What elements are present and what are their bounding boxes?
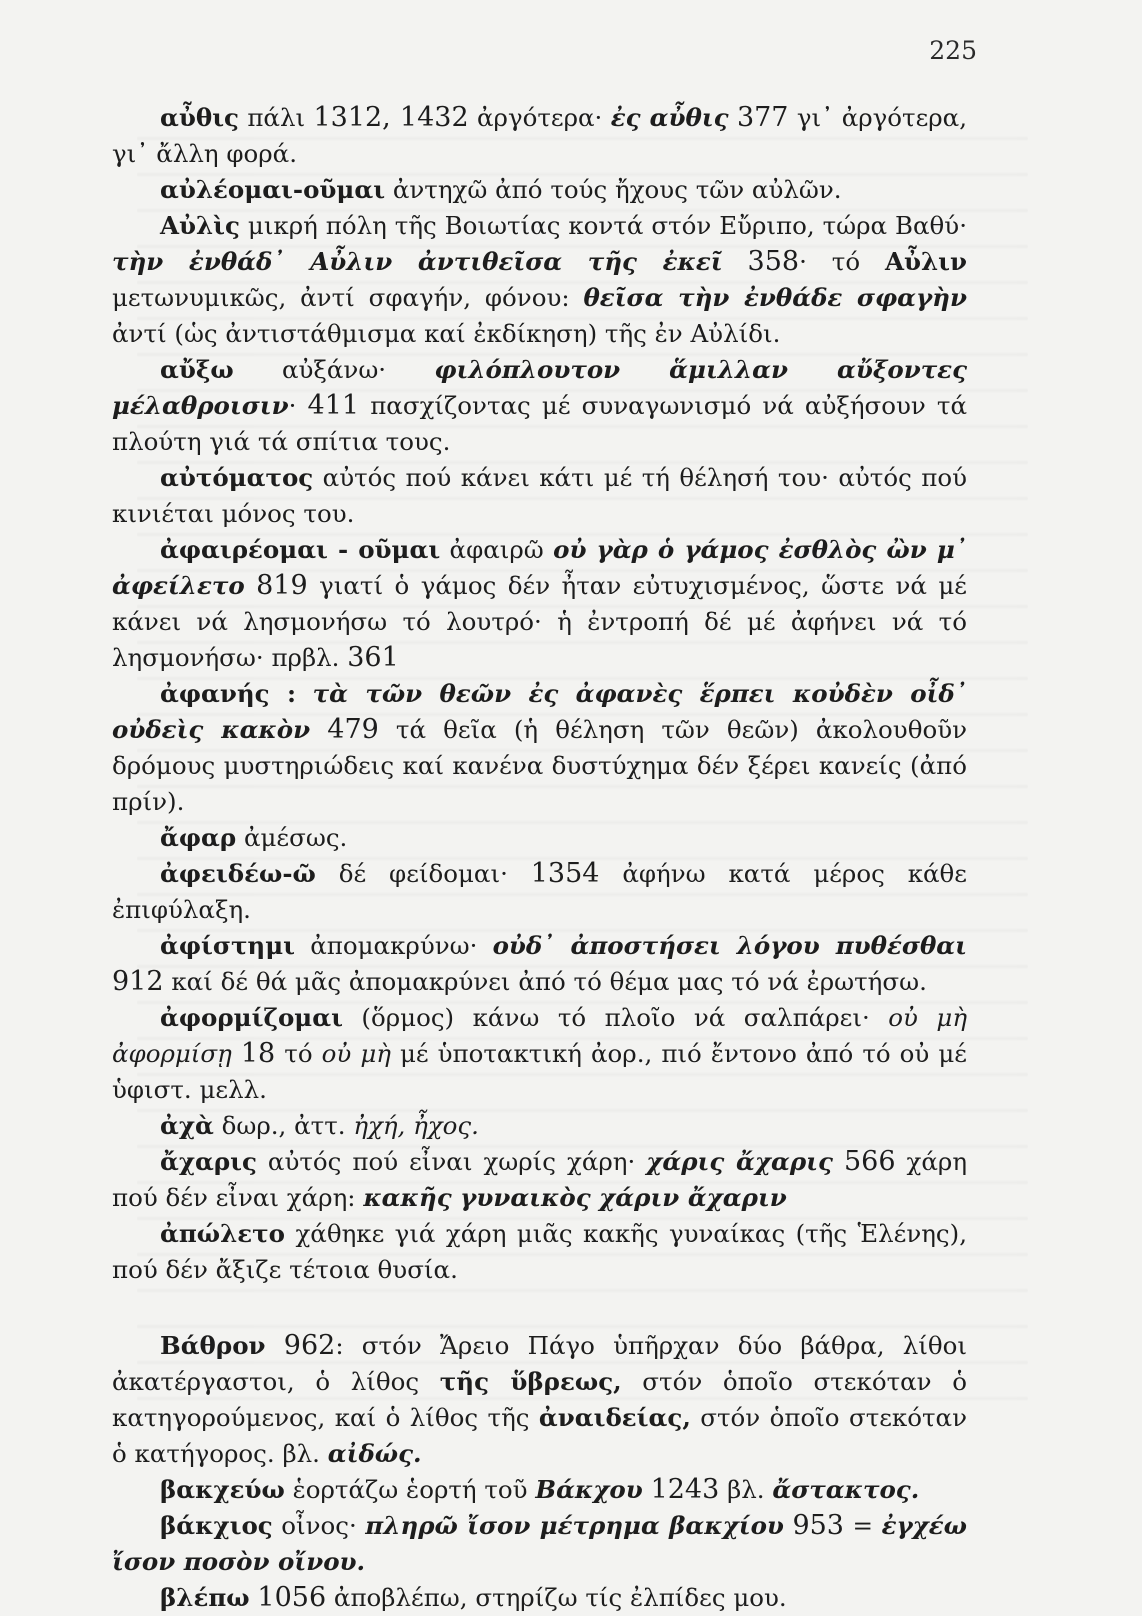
quotation: πληρῶ ἴσον μέτρημα βακχίου [365,1511,784,1540]
quotation: ἐς αὖθις [610,103,729,132]
headword: βλέπω [160,1583,250,1612]
definition-text: ἀντί (ὡς ἀντιστάθμισμα καί ἐκδίκηση) τῆς ἐν Αὐλίδι. [112,319,781,348]
definition-text [296,679,313,708]
entry-aulis [112,208,967,352]
entry-auxo [112,352,967,460]
entry-authis [112,100,967,172]
definition-text: πάλι [238,103,314,132]
line-reference: 819 [256,570,308,601]
headword: τῆς ὕβρεως, [439,1367,622,1396]
headword: ἀπώλετο [160,1219,286,1248]
definition-text: ἀντηχῶ ἀπό τούς ἤχους τῶν αὐλῶν. [385,175,842,204]
entry-automatos [112,460,967,532]
definition-text [723,247,748,276]
headword: ἄφαρ [160,823,237,852]
quotation: κακῆς γυναικὸς χάριν ἄχαριν [363,1183,787,1212]
headword: βάκχιος [160,1511,273,1540]
entry-aphar [112,820,967,856]
headword: αὐλέομαι-οῦμαι [160,175,386,204]
entry-bakchios [112,1508,967,1580]
entry-bakcheuo [112,1472,967,1508]
headword: αὔξω [160,355,234,384]
definition-text: ἀφαιρῶ [440,535,554,564]
quotation: τὴν ἐνθάδ᾿ Αὖλιν ἀντιθεῖσα τῆς ἐκεῖ [112,247,723,276]
quotation: Βάκχου [535,1475,643,1504]
definition-text: μικρή πόλη τῆς Βοιωτίας κοντά στόν Εὔριπο, τώρα Βαθύ· [239,211,967,240]
headword: αὖθις [160,103,239,132]
line-reference: 361 [347,642,399,673]
definition-text [729,103,737,132]
definition-text: : στόν Ἄρειο Πάγο ὑπῆρχαν δύο βάθρα, λίθοι ἀκατέργαστοι, ὁ λίθος [112,1331,967,1396]
line-reference: 377 [736,102,789,133]
quotation: οὐ μὴ [321,1039,391,1068]
definition-text: δωρ., ἀττ. [213,1111,354,1140]
headword: ἀναιδείας, [538,1403,691,1432]
headword: Αὖλιν [884,247,968,276]
quotation: ἄστακτος. [772,1475,920,1504]
headword: ἀφειδέω-ῶ [160,859,316,888]
headword: ἀφανής : [160,679,297,708]
quotation: τὰ τῶν θεῶν ἐς ἀφανὲς ἕρπει κοὐδὲν οἶδ᾿ οὐδεὶς κακὸν [112,679,967,744]
definition-text: αὐτός πού κάνει κάτι μέ τή θέλησή του· αὐτός πού κινιέται μόνος του. [112,463,967,528]
line-reference: 411 [307,390,360,421]
definition-text [245,571,256,600]
headword: ἀφίστημι [160,931,296,960]
quotation: φιλόπλουτον ἅμιλλαν αὔξοντες μέλαθροισιν [112,355,967,420]
entry-bathron [112,1328,967,1472]
entry-apoleto [112,1216,967,1288]
line-reference: 953 [792,1510,844,1541]
definition-text: ἀποβλέπω, στηρίζω τίς ἐλπίδες μου. [326,1583,787,1612]
page-number: 225 [929,36,977,65]
quotation: οὐ γὰρ ὁ γάμος ἐσθλὸς ὢν μ᾿ ἀφείλετο [112,535,968,600]
definition-text: στόν ὁποῖο στεκόταν ὁ κατηγορούμενος, καί ὁ λίθος τῆς [112,1367,967,1432]
quotation: χάρις ἄχαρις [646,1147,833,1176]
headword: ἀφαιρέομαι - οῦμαι [160,535,441,564]
entry-acha [112,1108,967,1144]
definition-text: · [288,391,308,420]
line-reference: 566 [843,1146,896,1177]
definition-text: (ὅρμος) κάνω τό πλοῖο νά σαλπάρει· [342,1003,889,1032]
quotation: αἰδώς. [327,1439,422,1468]
definition-text: γι᾿ ἀργότερα, γι᾿ ἄλλη φορά. [112,103,968,168]
line-reference: 1312, 1432 [313,102,469,133]
entry-aphormizomai [112,1000,967,1108]
line-reference: 358 [747,246,800,277]
entry-blepo [112,1580,967,1616]
entry-aphistemi [112,928,967,1000]
definition-text: τό [275,1039,322,1068]
headword: ἄχαρις [160,1147,257,1176]
quotation: ἐγχέω ἴσον ποσὸν οἴνου. [112,1511,967,1576]
definition-text: = [844,1511,882,1540]
entry-apheideo [112,856,967,928]
entry-aphaireomai [112,532,967,676]
headword: Βάθρον [160,1331,266,1360]
definition-text: δέ φείδομαι· [315,859,531,888]
definition-text [833,1147,844,1176]
headword: ἀχὰ [160,1111,214,1140]
definition-text: μέ ὑποτακτική ἀορ., πιό ἔντονο ἀπό τό οὐ μέ ὑφιστ. μελλ. [112,1039,967,1104]
definition-text: πασχίζοντας μέ συναγωνισμό νά αὐξήσουν τά πλούτη γιά τά σπίτια τους. [112,391,967,456]
line-reference: 1354 [530,858,600,889]
definition-text: στόν ὁποῖο στεκόταν ὁ κατήγορος. βλ. [112,1403,967,1468]
definition-text: βλ. [719,1475,773,1504]
line-reference: 912 [112,966,164,997]
headword: ἀφορμίζομαι [160,1003,343,1032]
quotation: οὐ μὴ ἀφορμίσῃ [112,1003,967,1068]
definition-text: χάθηκε γιά χάρη μιᾶς κακῆς γυναίκας (τῆς Ἑλένης), πού δέν ἄξιζε τέτοια θυσία. [112,1219,967,1284]
definition-text [266,1331,284,1360]
entry-auleomai [112,172,967,208]
line-reference: 962 [283,1330,336,1361]
line-reference: 1243 [650,1474,720,1505]
definition-text: ἀφήνω κατά μέρος κάθε ἐπιφύλαξη. [112,859,967,924]
quotation: θεῖσα τὴν ἐνθάδε σφαγὴν [583,283,967,312]
definition-text: ἀργότερα· [468,103,611,132]
definition-text: χάρη πού δέν εἶναι χάρη: [112,1147,967,1212]
quotation: οὐδ᾿ ἀποστήσει λόγου πυθέσθαι [492,931,967,960]
entry-aphanes [112,676,967,820]
definition-text [310,715,327,744]
definition-text: αὐξάνω· [233,355,435,384]
definition-text: οἶνος· [272,1511,366,1540]
line-reference: 479 [327,714,379,745]
headword: Αὐλὶς [160,211,240,240]
definition-text: μετωνυμικῶς, ἀντί σφαγήν, φόνου: [112,283,584,312]
line-reference: 18 [240,1038,276,1069]
definition-text [250,1583,258,1612]
definition-text: ἀμέσως. [236,823,348,852]
line-reference: 1056 [257,1582,327,1613]
entry-acharis [112,1144,967,1216]
definition-text: τά θεῖα (ἡ θέληση τῶν θεῶν) ἀκολουθοῦν δρόμους μυστηριώδεις καί κανένα δυστύχημα δέν ξέρει κανείς (ἀπό πρίν). [112,715,967,816]
definition-text [232,1039,241,1068]
definition-text: αὐτός πού εἶναι χωρίς χάρη· [256,1147,647,1176]
headword: βακχεύω [160,1475,285,1504]
definition-text [784,1511,793,1540]
definition-text: γιατί ὁ γάμος δέν ἦταν εὐτυχισμένος, ὥστε νά μέ κάνει νά λησμονήσω τό λουτρό· ἡ ἐντροπή δέ μέ ἀφήνει νά τό λησμονήσω· πρβλ. [112,571,967,672]
definition-text: ἑορτάζω ἑορτή τοῦ [284,1475,536,1504]
definition-text: καί δέ θά μᾶς ἀπομακρύνει ἀπό τό θέμα μας τό νά ἐρωτήσω. [163,967,927,996]
quotation: ἠχή, ἦχος. [353,1111,479,1140]
headword: αὐτόματος [160,463,314,492]
definition-text: ἀπομακρύνω· [295,931,493,960]
definition-text: · τό [799,247,885,276]
glossary-body [112,100,967,1616]
